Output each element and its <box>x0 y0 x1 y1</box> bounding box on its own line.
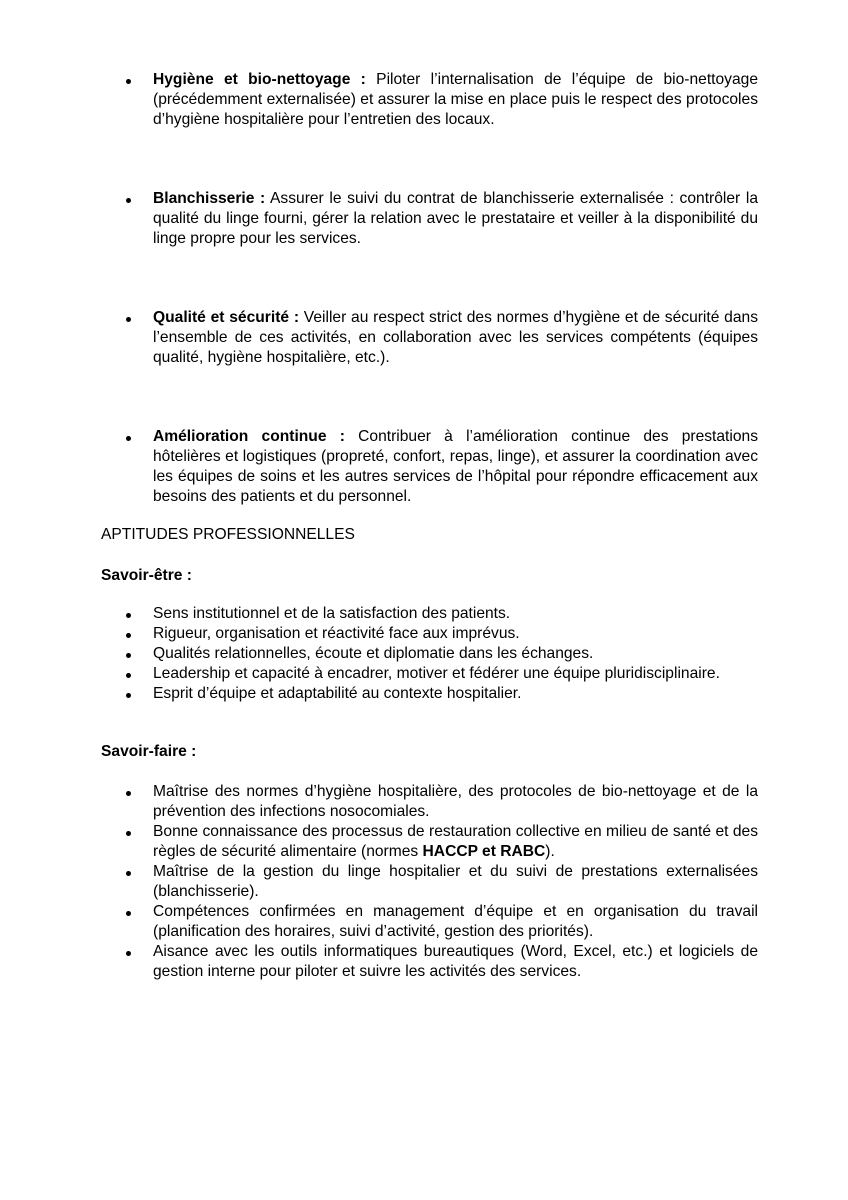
mission-text: Contribuer à l’amélioration continue des prestations hôtelières et logistiques (propreté, confort, repas, linge), et assurer la coordination avec les équipes de soins et les autres services de l’hôpital pour répondre efficacement aux besoins des patients et du personnel. <box>153 428 758 505</box>
list-item-text: Esprit d’équipe et adaptabilité au contexte hospitalier. <box>153 685 522 702</box>
mission-title: Qualité et sécurité : <box>153 309 300 326</box>
list-item-text: Sens institutionnel et de la satisfaction des patients. <box>153 605 511 622</box>
bullet-icon <box>126 693 131 698</box>
bullet-icon <box>126 911 131 916</box>
aptitudes-heading: APTITUDES PROFESSIONNELLES <box>101 526 355 543</box>
savoir-faire-heading: Savoir-faire : <box>101 743 197 760</box>
bullet-icon <box>126 317 131 322</box>
list-item-text: Qualités relationnelles, écoute et diplomatie dans les échanges. <box>153 645 594 662</box>
list-item-text: ). <box>545 843 555 860</box>
list-item <box>101 862 758 902</box>
list-item <box>101 624 758 644</box>
list-item-text: Maîtrise des normes d’hygiène hospitalière, des protocoles de bio-nettoyage et de la prévention des infections nosocomiales. <box>153 783 758 820</box>
bullet-icon <box>126 653 131 658</box>
bullet-icon <box>126 436 131 441</box>
bullet-icon <box>126 79 131 84</box>
mission-item <box>101 427 758 507</box>
missions-list <box>101 308 758 368</box>
savoir-faire-list <box>101 782 758 982</box>
list-item <box>101 644 758 664</box>
mission-title: Blanchisserie : <box>153 190 266 207</box>
list-item-text: Compétences confirmées en management d’équipe et en organisation du travail (planification des horaires, suivi d’activité, gestion des priorités). <box>153 903 758 940</box>
savoir-etre-list <box>101 604 758 704</box>
list-item-text: Aisance avec les outils informatiques bureautiques (Word, Excel, etc.) et logiciels de gestion interne pour piloter et suivre les activités des services. <box>153 943 758 980</box>
bullet-icon <box>126 951 131 956</box>
list-item <box>101 782 758 822</box>
list-item <box>101 604 758 624</box>
bullet-icon <box>126 198 131 203</box>
missions-list <box>101 427 758 507</box>
mission-title: Amélioration continue : <box>153 428 345 445</box>
mission-text: Piloter l’internalisation de l’équipe de bio-nettoyage (précédemment externalisée) et assurer la mise en place puis le respect des protocoles d’hygiène hospitalière pour l’entretien des locaux. <box>153 71 758 128</box>
norms-highlight: HACCP et RABC <box>422 843 546 860</box>
mission-item <box>101 70 758 130</box>
bullet-icon <box>126 791 131 796</box>
list-item <box>101 822 758 862</box>
missions-list <box>101 189 758 249</box>
mission-text: Assurer le suivi du contrat de blanchisserie externalisée : contrôler la qualité du linge fourni, gérer la relation avec le prestataire et veiller à la disponibilité du linge propre pour les services. <box>153 190 758 247</box>
list-item <box>101 942 758 982</box>
mission-text: Veiller au respect strict des normes d’hygiène et de sécurité dans l’ensemble de ces activités, en collaboration avec les services compétents (équipes qualité, hygiène hospitalière, etc.). <box>153 309 758 366</box>
bullet-icon <box>126 633 131 638</box>
mission-title: Hygiène et bio-nettoyage : <box>153 71 366 88</box>
savoir-etre-heading: Savoir-être : <box>101 567 192 584</box>
list-item <box>101 664 758 684</box>
bullet-icon <box>126 673 131 678</box>
list-item <box>101 684 758 704</box>
list-item-text: Leadership et capacité à encadrer, motiver et fédérer une équipe pluridisciplinaire. <box>153 665 720 682</box>
list-item-text: Maîtrise de la gestion du linge hospitalier et du suivi de prestations externalisées (blanchisserie). <box>153 863 758 900</box>
list-item-text: Bonne connaissance des processus de restauration collective en milieu de santé et des règles de sécurité alimentaire (normes <box>153 823 758 860</box>
list-item <box>101 902 758 942</box>
bullet-icon <box>126 613 131 618</box>
bullet-icon <box>126 831 131 836</box>
mission-item <box>101 189 758 249</box>
mission-item <box>101 308 758 368</box>
bullet-icon <box>126 871 131 876</box>
list-item-text: Rigueur, organisation et réactivité face aux imprévus. <box>153 625 520 642</box>
missions-list <box>101 70 758 130</box>
